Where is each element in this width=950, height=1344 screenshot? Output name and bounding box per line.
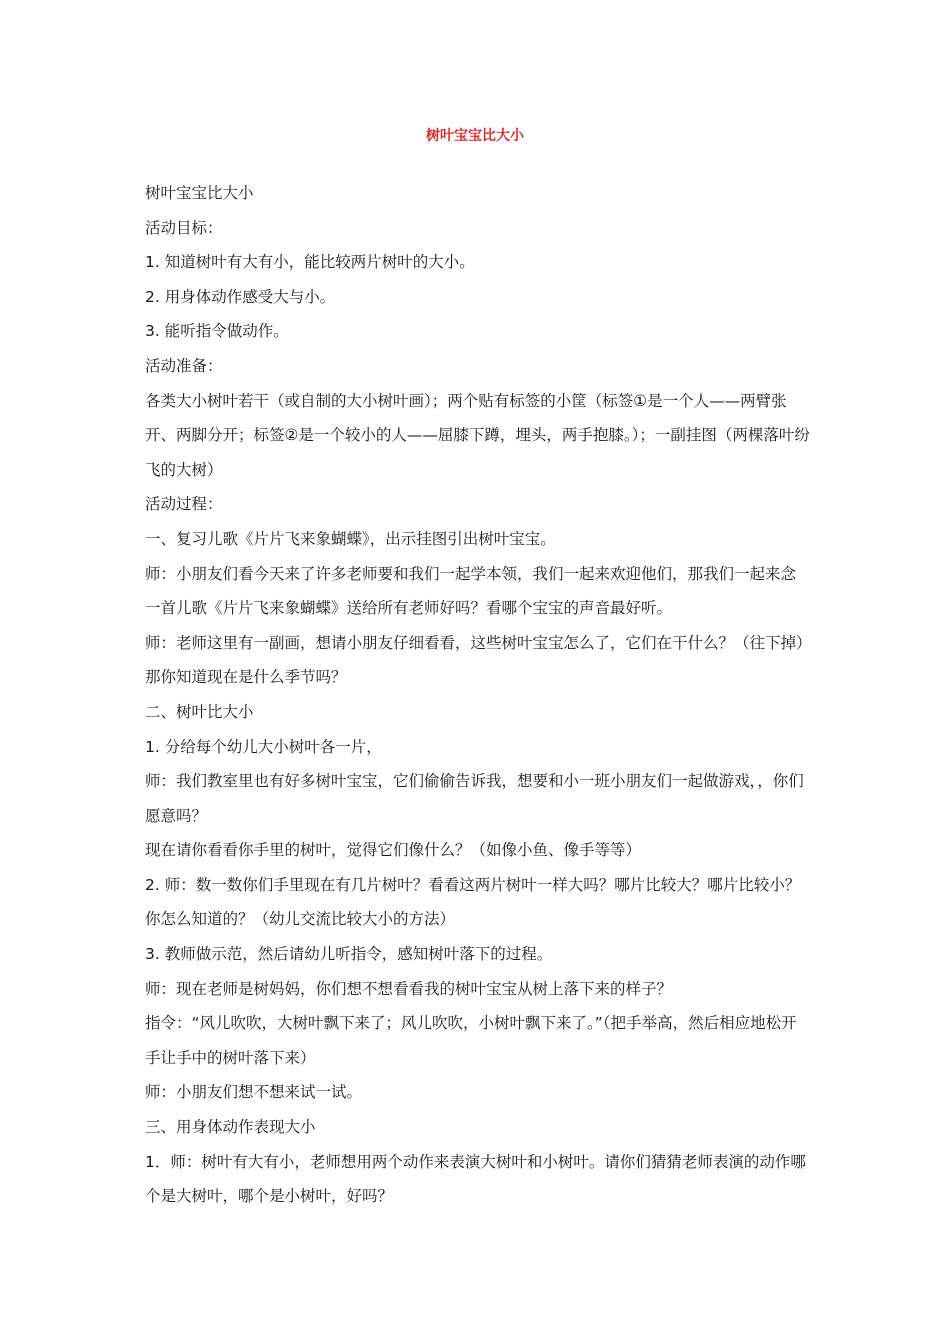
document-body (145, 176, 810, 1214)
paragraph: 现在请你看看你手里的树叶，觉得它们像什么？（如像小鱼、像手等等） (145, 841, 642, 860)
paragraph: 活动准备： (145, 356, 223, 375)
paragraph: 师：我们教室里也有好多树叶宝宝，它们偷偷告诉我，想要和小一班小朋友们一起做游戏，，你们愿意吗？ (145, 772, 804, 825)
paragraph: 1．师：树叶有大有小，老师想用两个动作来表演大树叶和小树叶。请你们猜猜老师表演的动作哪个是大树叶，哪个是小树叶，好吗？ (145, 1152, 806, 1206)
paragraph: 1. 知道树叶有大有小，能比较两片树叶的大小。 (145, 253, 475, 272)
paragraph: 师：小朋友们想不想来试一试。 (145, 1083, 363, 1102)
paragraph: 二、树叶比大小 (145, 702, 254, 721)
document-title: 树叶宝宝比大小 (426, 128, 524, 144)
paragraph: 活动过程： (145, 495, 223, 514)
paragraph: 一、复习儿歌《片片飞来象蝴蝶》，出示挂图引出树叶宝宝。 (145, 529, 556, 548)
paragraph: 活动目标： (145, 218, 223, 237)
paragraph: 师：老师这里有一副画，想请小朋友仔细看看，这些树叶宝宝怎么了，它们在干什么？（往下掉）那你知道现在是什么季节吗？ (145, 633, 804, 687)
paragraph: 3. 教师做示范，然后请幼儿听指令，感知树叶落下的过程。 (145, 945, 553, 964)
paragraph: 指令：“风儿吹吹，大树叶飘下来了；风儿吹吹，小树叶飘下来了。”（把手举高，然后相应地松开手让手中的树叶落下来） (145, 1014, 797, 1067)
paragraph: 3. 能听指令做动作。 (145, 322, 289, 341)
paragraph: 树叶宝宝比大小 (145, 184, 254, 202)
paragraph: 师：小朋友们看今天来了许多老师要和我们一起学本领，我们一起来欢迎他们，那我们一起来念一首儿歌《片片飞来象蝴蝶》送给所有老师好吗？看哪个宝宝的声音最好听。 (145, 564, 797, 618)
paragraph: 2. 用身体动作感受大与小。 (145, 287, 336, 306)
paragraph: 师：现在老师是树妈妈，你们想不想看看我的树叶宝宝从树上落下来的样子？ (145, 979, 673, 998)
paragraph: 各类大小树叶若干（或自制的大小树叶画）；两个贴有标签的小筐（标签①是一个人——两臂张开、两脚分开；标签②是一个较小的人——屈膝下蹲，埋头，两手抱膝。）；一副挂图（两棵落叶纷飞的大树） (145, 391, 810, 479)
paragraph: 1. 分给每个幼儿大小树叶各一片， (145, 737, 382, 756)
paragraph: 三、用身体动作表现大小 (145, 1118, 316, 1137)
paragraph: 2. 师：数一数你们手里现在有几片树叶？看看这两片树叶一样大吗？哪片比较大？哪片比较小？你怎么知道的？（幼儿交流比较大小的方法） (145, 875, 801, 929)
